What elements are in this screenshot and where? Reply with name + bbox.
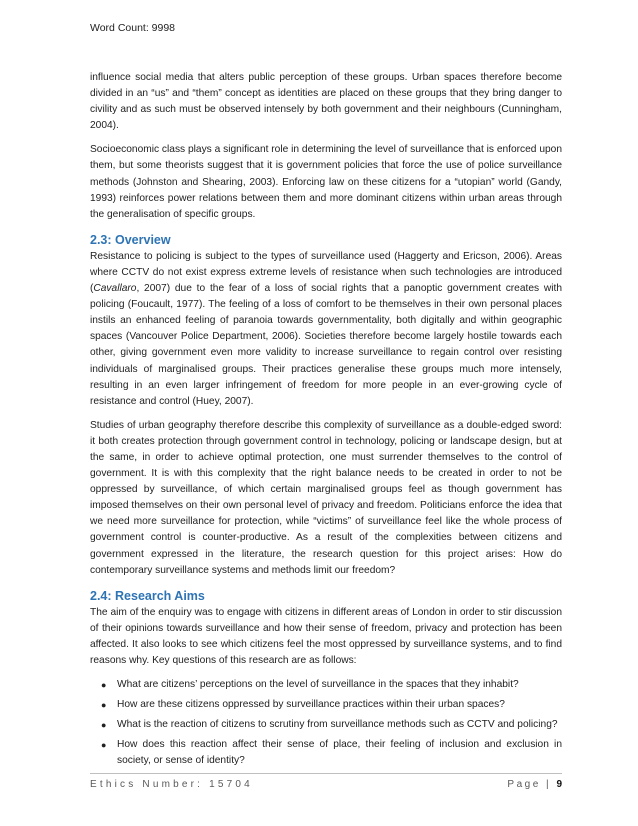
research-questions-list bbox=[90, 677, 562, 769]
resistance-text-end: , 2007) due to the fear of a loss of social rights that a panoptic government creates with policing (Foucault, 1977). The feeling of a loss of comfort to be themselves in their own personal places instils an enhanced feeling of paranoia towards governmentality, both digitally and within geographic spaces (Vancouver Police Department, 2006). Societies therefore become largely hostile towards each other, giving government even more validity to increase surveillance to regain control over resisting individuals of marginalised groups. Their practices generalise these groups much more intensely, resulting in an even larger infringement of freedom for more people in an ever-growing cycle of resistance and control (Huey, 2007). bbox=[90, 283, 562, 407]
heading-overview: 2.3: Overview bbox=[90, 232, 171, 247]
list-item bbox=[101, 677, 562, 693]
bullet-icon: ● bbox=[101, 700, 107, 711]
paragraph-urban-geography: Studies of urban geography therefore describe this complexity of surveillance as a double-edged sword: it both creates protection through government control in technology, policing or landscape design, but at the same, in order to achieve optimal protection, one must surrender themselves to the control of government. It is with this complexity that the right balance needs to be created in order to not be oppressed by surveillance, of which certain marginalised groups feel as though government has imposed themselves on their own personal level of privacy and freedom. Politicians enforce the idea that we need more surveillance for protection, while “victims” of surveillance feel like the whole process of government control is counter-productive. As a result of the complexities between citizens and government expressed in the literature, the research question for this project arises: How do contemporary surveillance systems and methods limit our freedom? bbox=[90, 419, 562, 576]
page-number: 9 bbox=[556, 779, 562, 790]
paragraph-urban-spaces: influence social media that alters public perception of these groups. Urban spaces therefore become divided in an “us” and “them” concept as identities are placed on these groups that they bring danger to civility and as such must be observed intensely by both government and their neighbours (Cunningham, 2004). bbox=[90, 72, 562, 132]
list-item-text: What are citizens’ perceptions on the level of surveillance in the spaces that they inhabit? bbox=[117, 679, 519, 691]
word-count-header: Word Count: 9998 bbox=[90, 22, 176, 34]
page-label: Page | bbox=[507, 779, 557, 790]
list-item-text: How are these citizens oppressed by surveillance practices within their urban spaces? bbox=[117, 699, 505, 711]
paragraph-research-aims: The aim of the enquiry was to engage with citizens in different areas of London in order to stir discussion of their opinions towards surveillance and how their sense of freedom, privacy and protection has been affected. It also looks to see which citizens feel the most oppressed by surveillance systems, and to find reasons why. Key questions of this research are as follows: bbox=[90, 606, 562, 666]
bullet-icon: ● bbox=[101, 680, 107, 691]
page-footer bbox=[90, 773, 562, 792]
bullet-icon: ● bbox=[101, 740, 107, 751]
list-item bbox=[101, 697, 562, 713]
page-body bbox=[90, 70, 562, 773]
paragraph-socioeconomic-class: Socioeconomic class plays a significant role in determining the level of surveillance that is enforced upon them, but some theorists suggest that it is government policies that force the use of police surveillance methods (Johnston and Shearing, 2003). Enforcing law on these citizens for a “utopian” world (Gandy, 1993) reinforces power relations between them and more dominant citizens within urban areas through the generalisation of specific groups. bbox=[90, 144, 562, 220]
paragraph-resistance bbox=[90, 249, 562, 410]
citation-italic: Cavallaro bbox=[93, 283, 137, 295]
list-item-text: What is the reaction of citizens to scrutiny from surveillance methods such as CCTV and policing? bbox=[117, 719, 558, 731]
bullet-icon: ● bbox=[101, 720, 107, 731]
list-item bbox=[101, 737, 562, 769]
ethics-number: Ethics Number: 15704 bbox=[90, 779, 253, 790]
resistance-text-start: Resistance to policing is subject to the types of surveillance used (Haggerty and Ericson, 2006). Areas where CCTV do not exist express extreme levels of resistance when such technologies are introduced ( bbox=[90, 250, 562, 295]
list-item-text: How does this reaction affect their sense of place, their feeling of inclusion and exclusion in society, or sense of identity? bbox=[117, 739, 562, 767]
page-number-label bbox=[507, 779, 562, 790]
heading-research-aims: 2.4: Research Aims bbox=[90, 588, 205, 603]
list-item bbox=[101, 717, 562, 733]
